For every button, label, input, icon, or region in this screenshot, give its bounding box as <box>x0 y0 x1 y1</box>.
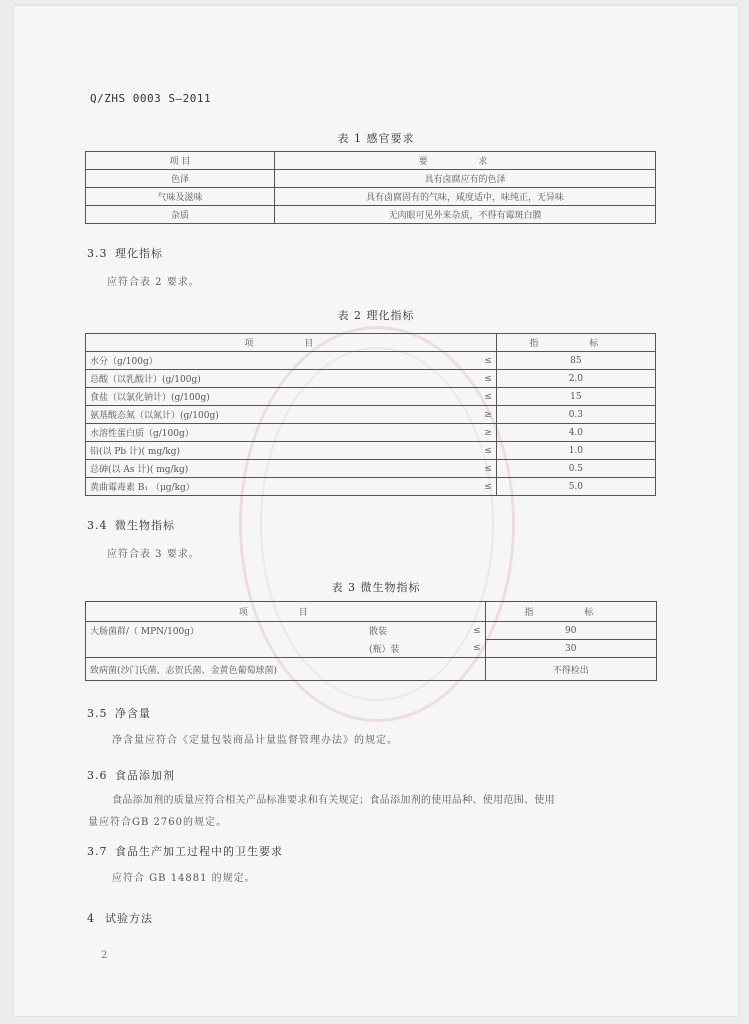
table-row <box>86 206 656 224</box>
operator-cell: ≥ <box>468 424 497 442</box>
table-cell: 黄曲霉毒素 B₁ （μg/kg） <box>86 478 468 496</box>
table-cell: 水溶性蛋白质（g/100g） <box>86 424 468 442</box>
table-cell: 食盐（以氯化钠计）(g/100g) <box>86 388 468 406</box>
table-header-cell: 项 目 <box>86 602 486 622</box>
table-row <box>86 352 656 370</box>
table-row <box>86 388 656 406</box>
table-cell: 杂质 <box>86 206 275 224</box>
operator-cell: ≤ <box>468 478 497 496</box>
table-cell: 氨基酸态氮（以氮计）(g/100g) <box>86 406 468 424</box>
table-row <box>86 424 656 442</box>
table-header-cell: 指 标 <box>485 602 656 622</box>
table-cell: 总酸（以乳酸计）(g/100g) <box>86 370 468 388</box>
section-number: 3.5 <box>87 707 108 720</box>
table-row <box>86 478 656 496</box>
operator-cell: ≤ <box>468 352 497 370</box>
table-cell: 具有卤腐固有的气味，咸度适中，味纯正，无异味 <box>275 188 656 206</box>
table-cell: 铅(以 Pb 计)( mg/kg) <box>86 442 468 460</box>
table-header-row <box>86 152 656 170</box>
operator-cell: ≤ <box>468 460 497 478</box>
operator-cell: ≤ <box>468 388 497 406</box>
table-header-row <box>86 334 656 352</box>
table-row <box>86 622 657 640</box>
table-cell: 4.0 <box>496 424 655 442</box>
section-title: 食品生产加工过程中的卫生要求 <box>115 845 283 858</box>
table-header-row <box>86 602 657 622</box>
table-cell: 0.5 <box>496 460 655 478</box>
table-cell: 1.0 <box>496 442 655 460</box>
table-row <box>86 188 656 206</box>
section-heading <box>87 517 175 533</box>
section-heading <box>87 767 175 783</box>
table-cell: 色泽 <box>86 170 275 188</box>
table-row <box>86 658 657 681</box>
table3-title: 表 3 微生物指标 <box>331 581 421 594</box>
section-title: 理化指标 <box>115 247 163 260</box>
section-text: 应符合表 2 要求。 <box>107 277 200 288</box>
table-header-cell: 项 目 <box>86 334 497 352</box>
table-cell: 大肠菌群/（ MPN/100g） <box>86 622 365 640</box>
table-row <box>86 442 656 460</box>
operator-cell: ≤ <box>468 370 497 388</box>
table-cell: 0.3 <box>496 406 655 424</box>
section-heading <box>87 910 153 926</box>
section-heading <box>87 705 151 721</box>
table1-title: 表 1 感官要求 <box>337 132 415 145</box>
table-cell: (瓶）装 <box>365 640 457 658</box>
section-title: 微生物指标 <box>115 519 175 532</box>
page-number: 2 <box>101 950 108 961</box>
table-cell: 散装 <box>365 622 457 640</box>
table-cell: 具有卤腐应有的色泽 <box>275 170 656 188</box>
table-cell: 2.0 <box>496 370 655 388</box>
table-cell: 总砷(以 As 计)( mg/kg) <box>86 460 468 478</box>
section-text: 应符合 GB 14881 的规定。 <box>112 873 256 884</box>
table-cell: 90 <box>485 622 656 640</box>
table3-microbial <box>85 601 657 681</box>
table-cell: 不得检出 <box>485 658 656 681</box>
standard-code: Q/ZHS 0003 S—2011 <box>90 92 212 105</box>
section-number: 3.3 <box>87 247 108 260</box>
table1-sensory <box>85 151 656 224</box>
table-header-cell: 指 标 <box>496 334 655 352</box>
table-cell <box>86 640 365 658</box>
section-text: 食品添加剂的质量应符合相关产品标准要求和有关规定；食品添加剂的使用品种、使用范围、使用 <box>112 795 555 806</box>
operator-cell: ≤ <box>457 640 486 658</box>
table-header-cell: 要 求 <box>275 152 656 170</box>
table-cell: 15 <box>496 388 655 406</box>
table-cell: 水分（g/100g） <box>86 352 468 370</box>
section-text: 应符合表 3 要求。 <box>107 549 200 560</box>
table-cell: 5.0 <box>496 478 655 496</box>
table-row <box>86 460 656 478</box>
table-cell: 气味及滋味 <box>86 188 275 206</box>
section-text: 净含量应符合《定量包装商品计量监督管理办法》的规定。 <box>112 735 398 746</box>
section-title: 净含量 <box>115 707 151 720</box>
operator-cell: ≤ <box>457 622 486 640</box>
section-title: 试验方法 <box>105 912 153 925</box>
section-number: 4 <box>87 912 95 925</box>
table-header-cell: 项 目 <box>86 152 275 170</box>
section-title: 食品添加剂 <box>115 769 175 782</box>
table-row <box>86 640 657 658</box>
section-text: 量应符合GB 2760的规定。 <box>88 817 227 828</box>
section-number: 3.7 <box>87 845 108 858</box>
table-row <box>86 406 656 424</box>
document-page <box>14 6 738 1016</box>
operator-cell: ≤ <box>468 442 497 460</box>
table-cell: 无肉眼可见外来杂质，不得有霉斑白膜 <box>275 206 656 224</box>
table-cell: 30 <box>485 640 656 658</box>
section-number: 3.4 <box>87 519 108 532</box>
table-cell: 致病菌(沙门氏菌、志贺氏菌、金黄色葡萄球菌) <box>86 658 486 681</box>
table2-physicochemical <box>85 333 656 496</box>
table-cell: 85 <box>496 352 655 370</box>
table2-title: 表 2 理化指标 <box>337 309 415 322</box>
table-row <box>86 370 656 388</box>
section-heading <box>87 245 163 261</box>
section-number: 3.6 <box>87 769 108 782</box>
operator-cell: ≥ <box>468 406 497 424</box>
table-row <box>86 170 656 188</box>
section-heading <box>87 843 283 859</box>
